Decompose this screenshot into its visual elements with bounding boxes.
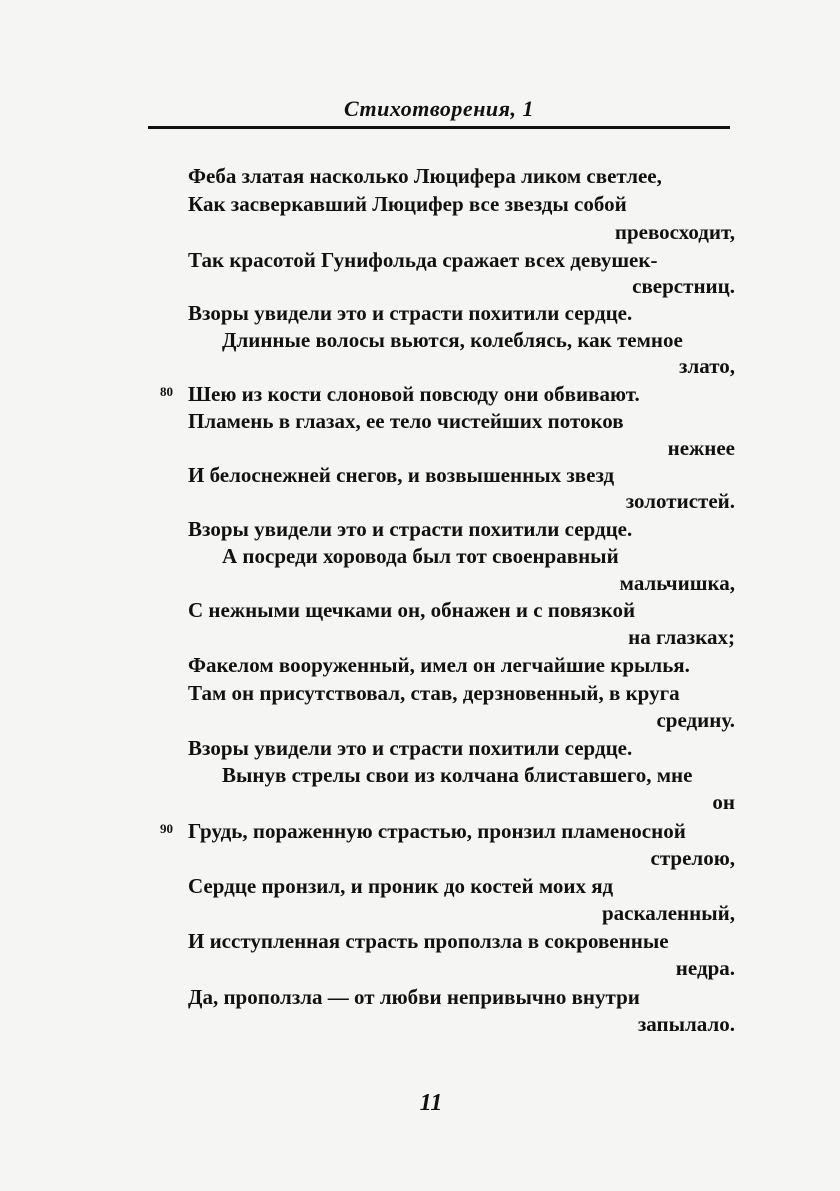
verse-line: И исступленная страсть проползла в сокровенные	[188, 929, 669, 953]
verse-line: Взоры увидели это и страсти похитили сердце.	[188, 517, 633, 541]
verse-line-turnover: он	[712, 790, 735, 814]
running-head: Стихотворения, 1	[344, 96, 534, 121]
verse-line-turnover: раскаленный,	[601, 901, 735, 925]
verse-line: И белоснежней снегов, и возвышенных звезд	[188, 463, 615, 487]
verse-line: Грудь, пораженную страстью, пронзил пламеносной	[188, 819, 686, 843]
verse-line-turnover: стрелою,	[650, 846, 735, 870]
verse-line: Вынув стрелы свои из колчана блиставшего, мне	[222, 763, 693, 787]
verse-line: Феба златая насколько Люцифера ликом светлее,	[188, 164, 662, 188]
verse-line: Взоры увидели это и страсти похитили сердце.	[188, 736, 633, 760]
verse-line-turnover: злато,	[679, 354, 735, 378]
verse-line-turnover: на глазках;	[628, 625, 735, 649]
verse-line-turnover: средину.	[656, 708, 735, 732]
verse-line: Как засверкавший Люцифер все звезды собой	[188, 192, 627, 216]
verse-line: А посреди хоровода был тот своенравный	[222, 544, 619, 568]
line-number: 80	[160, 384, 173, 399]
verse-line: Факелом вооруженный, имел он легчайшие крылья.	[188, 653, 690, 677]
verse-line-turnover: недра.	[675, 956, 735, 980]
verse-line: Там он присутствовал, став, дерзновенный, в круга	[188, 681, 680, 705]
verse-line: Так красотой Гунифольда сражает всех девушек-	[188, 248, 658, 272]
verse-line-turnover: превосходит,	[614, 220, 735, 244]
verse-line: С нежными щечками он, обнажен и с повязкой	[188, 598, 636, 622]
verse-line-turnover: золотистей.	[625, 489, 735, 513]
verse-line: Шею из кости слоновой повсюду они обвивают.	[188, 382, 640, 406]
line-number: 90	[160, 821, 173, 836]
verse-line: Да, проползла — от любви непривычно внутри	[188, 985, 640, 1009]
verse-line-turnover: сверстниц.	[632, 274, 735, 298]
verse-line-turnover: мальчишка,	[619, 571, 735, 595]
page-number: 11	[419, 1090, 443, 1116]
verse-line: Сердце пронзил, и проник до костей моих яд	[188, 874, 614, 898]
header-rule	[148, 126, 730, 129]
verse-line-turnover: запылало.	[637, 1012, 735, 1036]
verse-line-turnover: нежнее	[667, 436, 735, 460]
verse-line: Взоры увидели это и страсти похитили сердце.	[188, 301, 633, 325]
verse-line: Длинные волосы вьются, колеблясь, как темное	[222, 328, 683, 352]
verse-line: Пламень в глазах, ее тело чистейших потоков	[188, 409, 624, 433]
